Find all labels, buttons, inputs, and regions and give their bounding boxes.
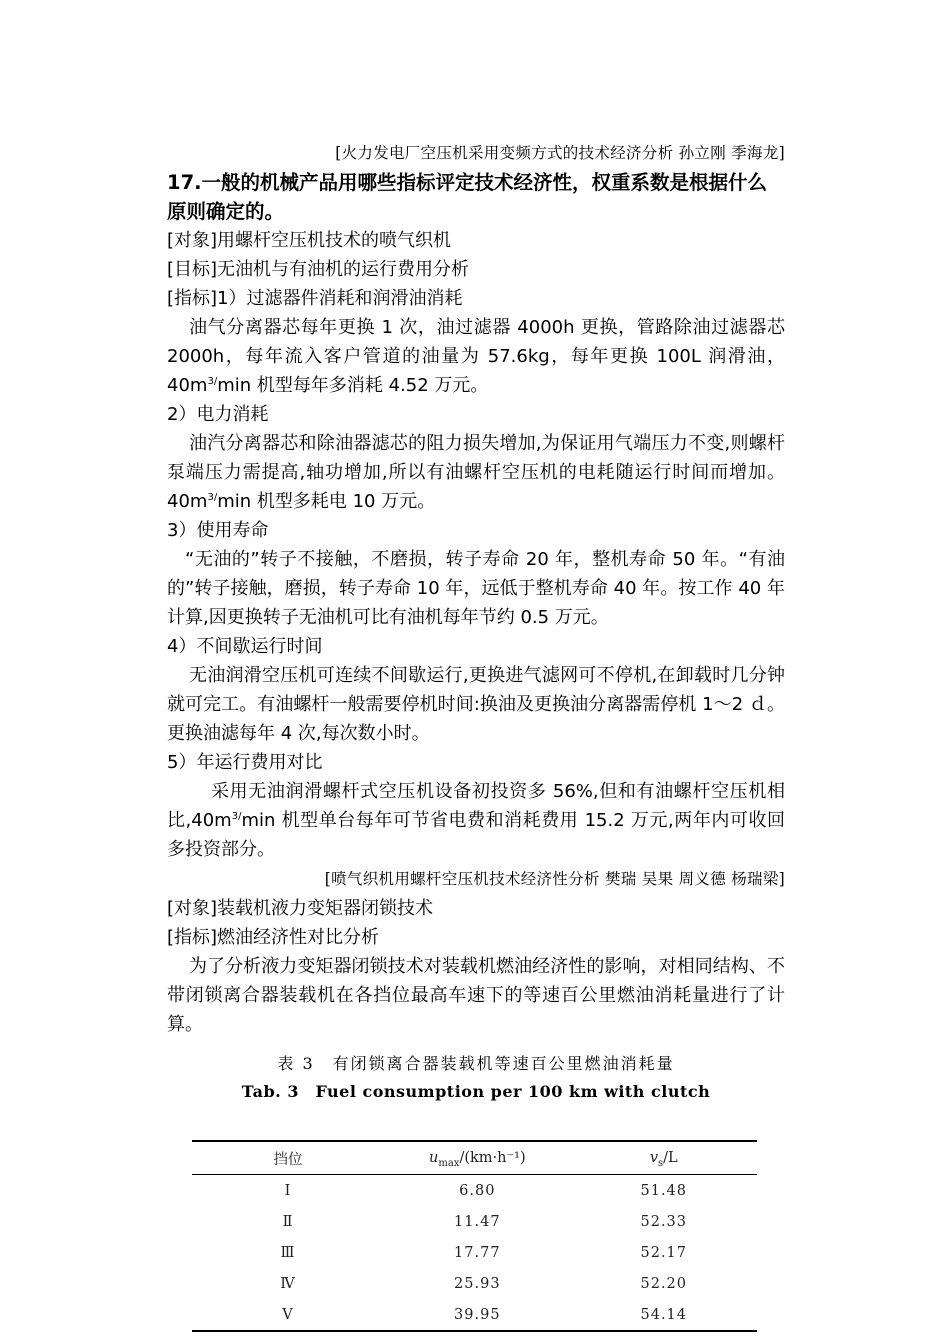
- subheading-annual-cost: 5）年运行费用对比: [167, 752, 323, 773]
- citation-1: [火力发电厂空压机采用变频方式的技术经济分析 孙立刚 季海龙]: [335, 144, 785, 162]
- header-umax: $u_{max}/(km\cdot h^{-1})$: [384, 1141, 570, 1175]
- object-line-1: [对象]用螺杆空压机技术的喷气织机: [167, 230, 452, 251]
- cell-vs: 52.20: [640, 1275, 688, 1292]
- cell-gear: Ⅳ: [280, 1275, 296, 1292]
- cell-umax: 17.77: [454, 1244, 501, 1261]
- subheading-runtime: 4）不间歇运行时间: [167, 636, 323, 657]
- document-page: [167, 138, 785, 1103]
- paragraph-runtime: 无油润滑空压机可连续不间歇运行,更换进气滤网可不停机,在卸载时几分钟就可完工。有油螺杆一般需要停机时间:换油及更换油分离器需停机 1～2 ｄ。更换油滤每年 4 次,每次数小时。: [167, 665, 785, 744]
- cell-vs: 52.17: [640, 1244, 688, 1261]
- fuel-consumption-table: [192, 1140, 757, 1332]
- table-caption-en: Tab. 3 Fuel consumption per 100 km with clutch: [241, 1082, 711, 1101]
- cell-vs: 54.14: [571, 1299, 757, 1331]
- cell-umax: 11.47: [454, 1213, 501, 1230]
- citation-2: [喷气织机用螺杆空压机技术经济性分析 樊瑞 吴果 周义德 杨瑞梁]: [324, 870, 785, 888]
- object-line-2: [对象]装载机液力变矩器闭锁技术: [167, 898, 434, 919]
- paragraph-fuel-analysis: 为了分析液力变矩器闭锁技术对装载机燃油经济性的影响，对相同结构、不带闭锁离合器装载机在各挡位最高车速下的等速百公里燃油消耗量进行了计算。: [167, 956, 785, 1035]
- table-caption-cn: 表 3 有闭锁离合器装载机等速百公里燃油消耗量: [277, 1054, 675, 1073]
- paragraph-power-consumption: 油汽分离器芯和除油器滤芯的阻力损失增加,为保证用气端压力不变,则螺杆泵端压力需提高,轴功增加,所以有油螺杆空压机的电耗随运行时间而增加。$40m^{3/}\min$ 机型多耗电 10 万元。: [167, 433, 785, 512]
- table-row: [192, 1237, 757, 1268]
- table-row: [192, 1268, 757, 1299]
- cell-gear: Ⅲ: [280, 1244, 296, 1261]
- cell-gear: Ⅴ: [192, 1299, 384, 1331]
- header-vs: $v_s/L$: [571, 1141, 757, 1175]
- subheading-lifetime: 3）使用寿命: [167, 520, 269, 541]
- cell-gear: Ⅰ: [284, 1182, 292, 1199]
- table-row: [192, 1175, 757, 1207]
- table-header-row: [192, 1141, 757, 1175]
- header-gear: 挡位: [192, 1141, 384, 1175]
- cell-umax: 25.93: [454, 1275, 501, 1292]
- subheading-power: 2）电力消耗: [167, 404, 269, 425]
- cell-vs: 51.48: [640, 1182, 688, 1199]
- paragraph-annual-cost: 采用无油润滑螺杆式空压机设备初投资多 56%,但和有油螺杆空压机相比$,40m^{3/}\min$ 机型单台每年可节省电费和消耗费用 15.2 万元,两年内可收回多投资部分。: [167, 781, 785, 860]
- paragraph-lifetime: “无油的”转子不接触，不磨损，转子寿命 20 年，整机寿命 50 年。“有油的”转子接触，磨损，转子寿命 10 年，远低于整机寿命 40 年。按工作 40 年计算,因更换转子无油机可比有油机每年节约 0.5 万元。: [167, 549, 785, 628]
- cell-vs: 52.33: [640, 1213, 688, 1230]
- cell-umax: 39.95: [384, 1299, 570, 1331]
- index-line-1: [指标]1）过滤器件消耗和润滑油消耗: [167, 288, 463, 309]
- table-row: [192, 1299, 757, 1331]
- question-heading: 17.一般的机械产品用哪些指标评定技术经济性，权重系数是根据什么原则确定的。: [167, 171, 768, 223]
- table-row: [192, 1206, 757, 1237]
- paragraph-filter-consumption: 油气分离器芯每年更换 1 次，油过滤器 4000h 更换，管路除油过滤器芯 2000h，每年流入客户管道的油量为 57.6kg，每年更换 100L 润滑油，$40m^{3/}\min$ 机型每年多消耗 4.52 万元。: [167, 317, 785, 396]
- index-line-2: [指标]燃油经济性对比分析: [167, 927, 380, 948]
- cell-umax: 6.80: [459, 1182, 496, 1199]
- cell-gear: Ⅱ: [282, 1213, 294, 1230]
- target-line: [目标]无油机与有油机的运行费用分析: [167, 259, 470, 280]
